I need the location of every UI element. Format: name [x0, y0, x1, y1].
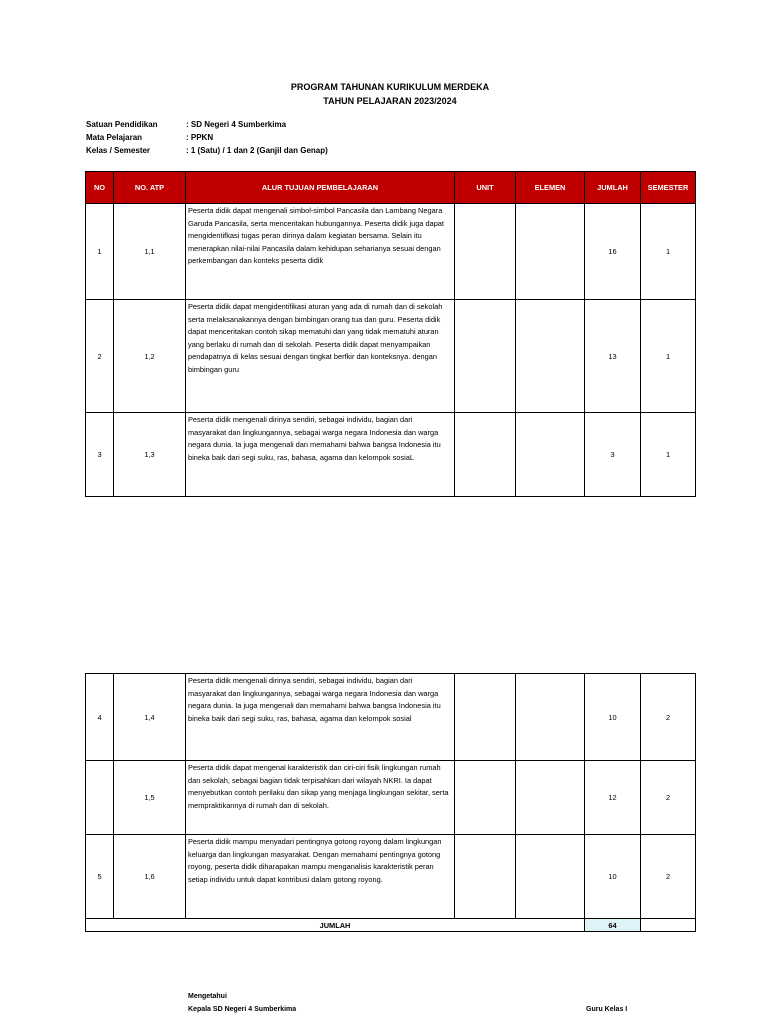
table-row	[86, 761, 696, 835]
cell-elemen	[516, 835, 585, 919]
cell-alur: Peserta didik dapat mengidentifikasi aturan yang ada di rumah dan di sekolah serta melaksanakannya dengan bimbingan orang tua dan guru. Peserta didik dapat menceritakan contoh sikap mematuhi dan yang tidak mematuhi aturan yang berlaku di rumah dan di sekolah. Peserta didik dapat menyampaikan pendapatnya di kelas sesuai dengan tingkat berfkir dan konteksnya. dengan bimbingan guru	[186, 300, 455, 413]
cell-jumlah: 16	[585, 204, 641, 300]
cell-elemen	[516, 204, 585, 300]
cell-jumlah: 13	[585, 300, 641, 413]
cell-jumlah: 10	[585, 835, 641, 919]
cell-semester: 2	[641, 674, 696, 761]
cell-semester: 1	[641, 413, 696, 497]
cell-alur: Peserta didik mengenali dirinya sendiri, sebagai individu, bagian dari masyarakat dan lingkungannya, sebagai warga negara Indonesia dan warga negara dunia. Ia juga mengenali dan memahami bahwa bangsa Indonesia itu bineka baik dari segi suku, ras, bahasa, agama dan kelompok sosial	[186, 674, 455, 761]
table-row	[86, 835, 696, 919]
cell-no: 1	[86, 204, 114, 300]
cell-unit	[455, 835, 516, 919]
cell-jumlah: 12	[585, 761, 641, 835]
sig-kepala: Kepala SD Negeri 4 Sumberkima	[188, 1006, 297, 1013]
cell-alur: Peserta didik dapat mengenal karakteristik dan ciri-ciri fisik lingkungan rumah dan sekolah, sebagai bagian tidak terpisahkan dari wilayah NKRI. Ia dapat menyebutkan contoh perilaku dan sikap yang menjaga lingkungan sekitar, serta mempraktikannya di rumah dan di sekolah.	[186, 761, 455, 835]
cell-no: 4	[86, 674, 114, 761]
cell-no: 2	[86, 300, 114, 413]
table-row	[86, 674, 696, 761]
col-no: NO	[86, 172, 114, 204]
cell-elemen	[516, 674, 585, 761]
col-semester: SEMESTER	[641, 172, 696, 204]
atp-table-page2	[85, 673, 696, 932]
table-header-row	[86, 172, 696, 204]
cell-unit	[455, 413, 516, 497]
cell-alur: Peserta didik mengenali dirinya sendiri, sebagai individu, bagian dari masyarakat dan lingkungannya, sebagai warga negara Indonesia dan warga negara dunia. Ia juga mengenali dan memahami bahwa bangsa Indonesia itu bineka baik dari segi suku, ras, bahasa, agama dan kelompok sosiaL	[186, 413, 455, 497]
cell-semester: 2	[641, 761, 696, 835]
total-row	[86, 919, 696, 932]
cell-no	[86, 761, 114, 835]
cell-unit	[455, 761, 516, 835]
cell-no: 5	[86, 835, 114, 919]
cell-unit	[455, 674, 516, 761]
cell-jumlah: 3	[585, 413, 641, 497]
sig-guru: Guru Kelas I	[586, 1006, 628, 1013]
col-jumlah: JUMLAH	[585, 172, 641, 204]
doc-title: PROGRAM TAHUNAN KURIKULUM MERDEKA	[290, 82, 490, 92]
col-no-atp: NO. ATP	[114, 172, 186, 204]
meta-mapel: Mata Pelajaran : PPKN	[86, 133, 214, 142]
cell-alur: Peserta didik dapat mengenali simbol-simbol Pancasila dan Lambang Negara Garuda Pancasila, serta menceritakan hubungannya. Peserta didik juga dapat mengidentifkasi tugas peran dirinya dalam kegiatan bersama. Selain itu menerapkan nilai-nilai Pancasila dalam kehidupan seharianya sesuai dengan perkembangan dan konteks peserta didik	[186, 204, 455, 300]
cell-unit	[455, 204, 516, 300]
total-label: JUMLAH	[86, 919, 585, 932]
cell-atp: 1,5	[114, 761, 186, 835]
cell-no: 3	[86, 413, 114, 497]
cell-atp: 1,1	[114, 204, 186, 300]
total-value: 64	[585, 919, 641, 932]
meta-kelas: Kelas / Semester : 1 (Satu) / 1 dan 2 (Ganjil dan Genap)	[86, 146, 328, 155]
table-row	[86, 413, 696, 497]
cell-atp: 1,2	[114, 300, 186, 413]
cell-jumlah: 10	[585, 674, 641, 761]
total-empty-cell	[641, 919, 696, 932]
meta-satuan: Satuan Pendidikan : SD Negeri 4 Sumberkima	[86, 120, 287, 129]
table-row	[86, 300, 696, 413]
cell-atp: 1,3	[114, 413, 186, 497]
cell-unit	[455, 300, 516, 413]
col-unit: UNIT	[455, 172, 516, 204]
cell-elemen	[516, 761, 585, 835]
doc-subtitle: TAHUN PELAJARAN 2023/2024	[323, 96, 457, 106]
col-elemen: ELEMEN	[516, 172, 585, 204]
sig-mengetahui: Mengetahui	[188, 993, 227, 1000]
cell-alur: Peserta didik mampu menyadari pentingnya gotong royong dalam lingkungan keluarga dan lingkungan masyarakat. Dengan memahami pentingnya gotong royong, peserta didik diharapakan mampu menganalisis karakteristik peran setiap individu untuk dapat kontribusi dalam gotong royong.	[186, 835, 455, 919]
cell-elemen	[516, 413, 585, 497]
cell-semester: 1	[641, 300, 696, 413]
atp-table-page1	[85, 171, 696, 497]
cell-atp: 1,4	[114, 674, 186, 761]
cell-elemen	[516, 300, 585, 413]
cell-semester: 1	[641, 204, 696, 300]
cell-semester: 2	[641, 835, 696, 919]
col-alur: ALUR TUJUAN PEMBELAJARAN	[186, 172, 455, 204]
table-row	[86, 204, 696, 300]
cell-atp: 1,6	[114, 835, 186, 919]
